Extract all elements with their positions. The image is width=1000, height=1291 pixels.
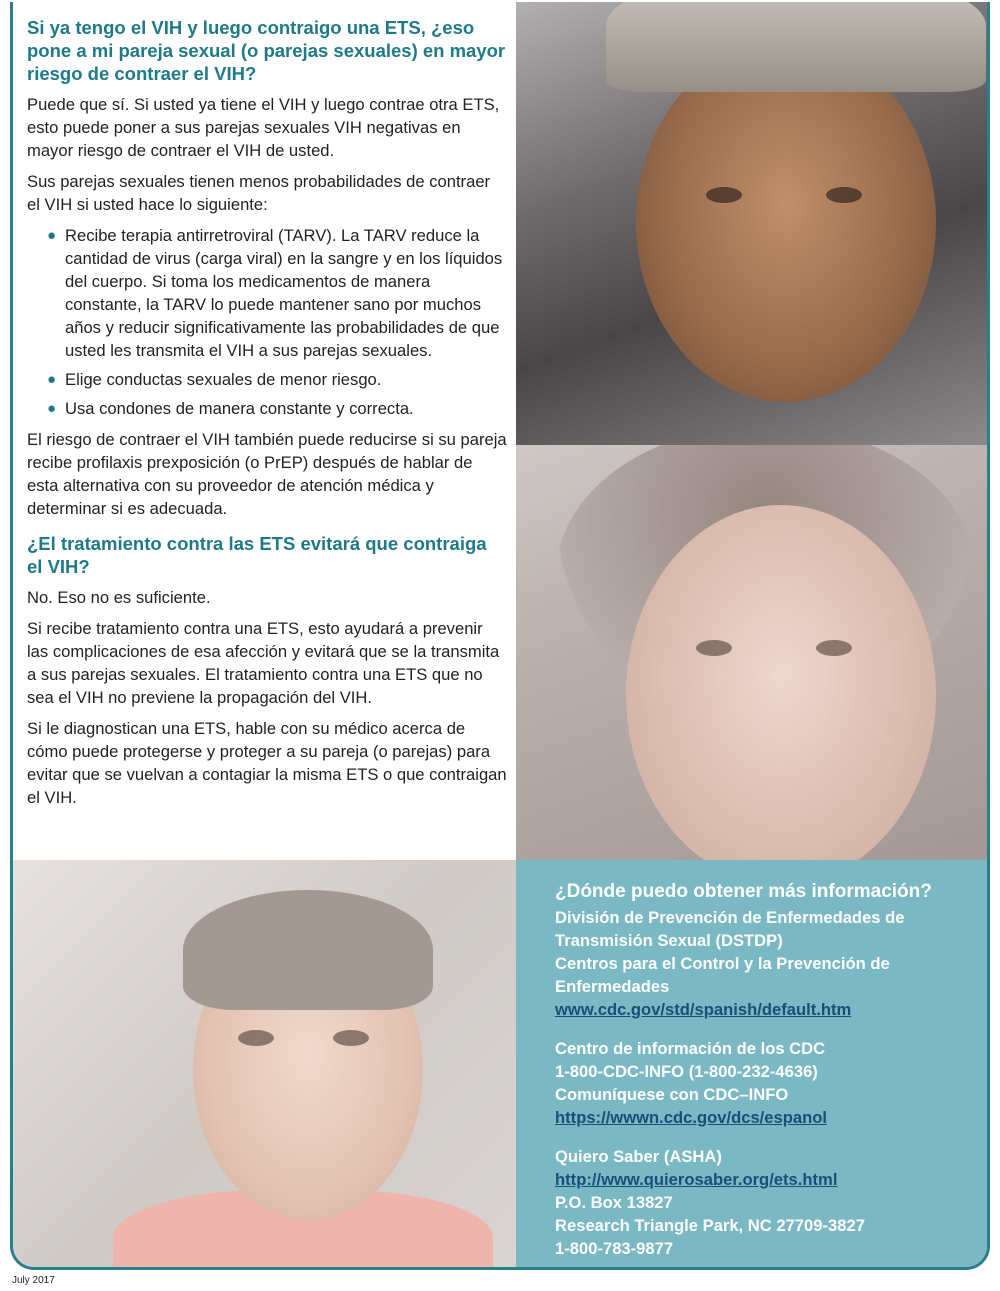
section2-paragraph: No. Eso no es suficiente.: [27, 588, 211, 607]
photo-woman: [516, 445, 990, 860]
eye-shape: [826, 187, 862, 203]
eye-shape: [706, 187, 742, 203]
cdc-std-link[interactable]: www.cdc.gov/std/spanish/default.htm: [555, 1000, 852, 1019]
more-info-heading: ¿Dónde puedo obtener más información?: [555, 881, 932, 902]
eye-shape: [333, 1030, 369, 1046]
org-name: Centros para el Control y la Prevención de Enfermedades: [555, 954, 890, 996]
cap-shape: [606, 2, 986, 92]
list-item-text: Elige conductas sexuales de menor riesgo.: [65, 370, 382, 389]
bullet-icon: ●: [47, 371, 57, 388]
section2-heading: ¿El tratamiento contra las ETS evitará que contraiga el VIH?: [27, 533, 487, 577]
risk-reduction-list: [27, 224, 507, 420]
section1-paragraph: El riesgo de contraer el VIH también puede reducirse si su pareja recibe profilaxis prexposición (o PrEP) después de hablar de esta alternativa con su proveedor de atención médica y determinar si es adecuada.: [27, 430, 507, 518]
publication-date: July 2017: [12, 1275, 55, 1286]
eye-shape: [696, 640, 732, 656]
address-line: P.O. Box 13827: [555, 1193, 673, 1212]
list-item: [47, 224, 507, 362]
list-item: [47, 368, 507, 391]
bullet-icon: ●: [47, 227, 57, 244]
cdc-info-link[interactable]: https://wwwn.cdc.gov/dcs/espanol: [555, 1108, 827, 1127]
org-name: Centro de información de los CDC: [555, 1039, 826, 1058]
face-shape: [636, 42, 936, 402]
more-info-panel: [516, 860, 990, 1270]
section1-paragraph: Sus parejas sexuales tienen menos probabilidades de contraer el VIH si usted hace lo siguiente:: [27, 172, 491, 214]
contact-text: Comuníquese con CDC–INFO: [555, 1085, 789, 1104]
quierosaber-link[interactable]: http://www.quierosaber.org/ets.html: [555, 1170, 838, 1189]
section1-heading: Si ya tengo el VIH y luego contraigo una ETS, ¿eso pone a mi pareja sexual (o parejas sexuales) en mayor riesgo de contraer el VIH?: [27, 17, 506, 84]
main-text-column: [27, 16, 507, 817]
list-item-text: Recibe terapia antirretroviral (TARV). La TARV reduce la cantidad de virus (carga viral) en la sangre y en los líquidos del cuerpo. Si toma los medicamentos de manera constante, la TARV lo puede mantener sano por muchos años y reducir significativamente las probabilidades de que usted les transmita el VIH a sus parejas sexuales.: [65, 226, 503, 360]
org-name: División de Prevención de Enfermedades de Transmisión Sexual (DSTDP): [555, 908, 905, 950]
phone-number: 1-800-CDC-INFO (1-800-232-4636): [555, 1062, 818, 1081]
org-name: Quiero Saber (ASHA): [555, 1147, 722, 1166]
eye-shape: [238, 1030, 274, 1046]
page-frame: [10, 2, 990, 1270]
section1-paragraph: Puede que sí. Si usted ya tiene el VIH y luego contrae otra ETS, esto puede poner a sus parejas sexuales VIH negativas en mayor riesgo de contraer el VIH de usted.: [27, 95, 500, 160]
phone-number: 1-800-783-9877: [555, 1239, 674, 1258]
bullet-icon: ●: [47, 400, 57, 417]
eye-shape: [816, 640, 852, 656]
list-item: [47, 397, 507, 420]
hair-shape: [183, 890, 433, 1010]
photo-smiling-man: [13, 860, 516, 1270]
section2-paragraph: Si recibe tratamiento contra una ETS, esto ayudará a prevenir las complicaciones de esa afección y evitará que se la transmita a sus parejas sexuales. El tratamiento contra una ETS que no sea el VIH no previene la propagación del VIH.: [27, 619, 500, 707]
section2-paragraph: Si le diagnostican una ETS, hable con su médico acerca de cómo puede protegerse y proteger a su pareja (o parejas) para evitar que se vuelvan a contagiar la misma ETS o que contraigan el VIH.: [27, 719, 507, 807]
photo-man-with-cap: [516, 2, 990, 445]
address-line: Research Triangle Park, NC 27709-3827: [555, 1216, 865, 1235]
list-item-text: Usa condones de manera constante y correcta.: [65, 399, 414, 418]
